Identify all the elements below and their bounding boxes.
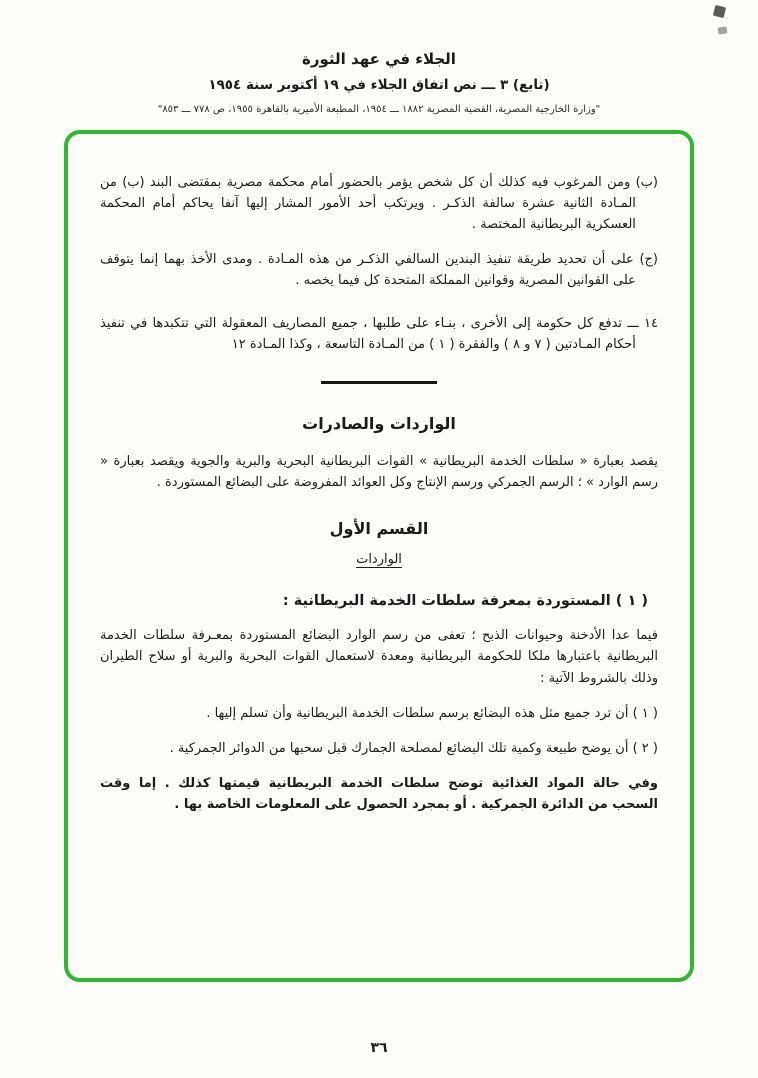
section-heading-imports-exports: الواردات والصادرات [302, 414, 456, 434]
section-divider [321, 381, 437, 384]
condition-item-1: ( ١ ) أن ترد جميع مثل هذه البضائع برسم سلطات الخدمة البريطانية وأن تسلم إليها . [206, 705, 658, 721]
paragraph-exemption: فيما عدا الأدخنة وحيوانات الذبح ؛ تعفى من رسم الوارد البضائع المستوردة بمعـرفة سلطات الخدمة البريطانية باعتبارها ملكا للحكومة البريطانية ومعدة لاستعمال القوات البحرية والبرية أو سلاح الطيران وذلك بالشروط الآتية : [100, 628, 658, 686]
scan-artifact [718, 26, 728, 34]
clause-1-heading: ( ١ ) المستوردة بمعرفة سلطات الخدمة البريطانية : [282, 593, 648, 610]
page-number: ٣٦ [370, 1040, 388, 1056]
section-heading-part-one: القسم الأول [329, 519, 429, 539]
paragraph-clause-j: (ج) على أن تحديد طريقة تنفيذ البندين السالفي الذكـر من هذه المـادة . ومدى الأخذ بهما إنما يتوقف على القوانين المصرية وقوانين المملكة المتحدة كل فيما يخصه . [100, 252, 658, 289]
highlight-box [64, 130, 694, 982]
paragraph-clause-b: (ب) ومن المرغوب فيه كذلك أن كل شخص يؤمر بالحضور أمام محكمة مصرية بمقتضى البند (ب) من المـادة الثانية عشرة سالفة الذكـر . ويرتكب أحد الأمور المشار إليها آنفا يحاكم أمام المحكمة العسكرية البريطانية المختصة . [100, 175, 658, 233]
document-title: الجلاء في عهد الثورة [302, 50, 456, 68]
page-header [0, 0, 758, 115]
condition-item-2: ( ٢ ) أن يوضح طبيعة وكمية تلك البضائع لمصلحة الجمارك قبل سحبها من الدوائر الجمركية . [169, 740, 658, 756]
subsection-heading-imports: الواردات [356, 552, 402, 568]
paragraph-article-14: ١٤ ـــ تدفع كل حكومة إلى الأخرى ، بنـاء على طلبها ، جميع المصاريف المعقولة التي تتكبدها في تنفيذ أحكام المـادتين ( ٧ و ٨ ) والفقرة ( ١ ) من المـادة التاسعة ، وكذا المـادة ١٢ [100, 316, 658, 353]
paragraph-definitions: يقصد بعبارة « سلطات الخدمة البريطانية » القوات البريطانية البحرية والبرية والجوية ويقصد بعبارة « رسم الوارد » ؛ الرسم الجمركي ورسم الإنتاج وكل العوائد المفروضة على البضائع المستوردة . [100, 454, 658, 491]
paragraph-foodstuffs: وفي حالة المواد الغذائية توضح سلطات الخدمة البريطانية قيمتها كذلك . إما وقت السحب من الدائرة الجمركية . أو بمجرد الحصول على المعلومات الخاصة بها . [100, 775, 658, 812]
document-subtitle: (تابع) ٣ ـــ نص اتفاق الجلاء في ١٩ أكتوبر سنة ١٩٥٤ [208, 77, 550, 93]
source-citation: "وزارة الخارجية المصرية، القضية المصرية ١٨٨٢ ـــ ١٩٥٤، المطبعة الأميرية بالقاهرة ١٩٥٥، ص ٧٧٨ ـــ ٨٥٣" [157, 104, 601, 115]
